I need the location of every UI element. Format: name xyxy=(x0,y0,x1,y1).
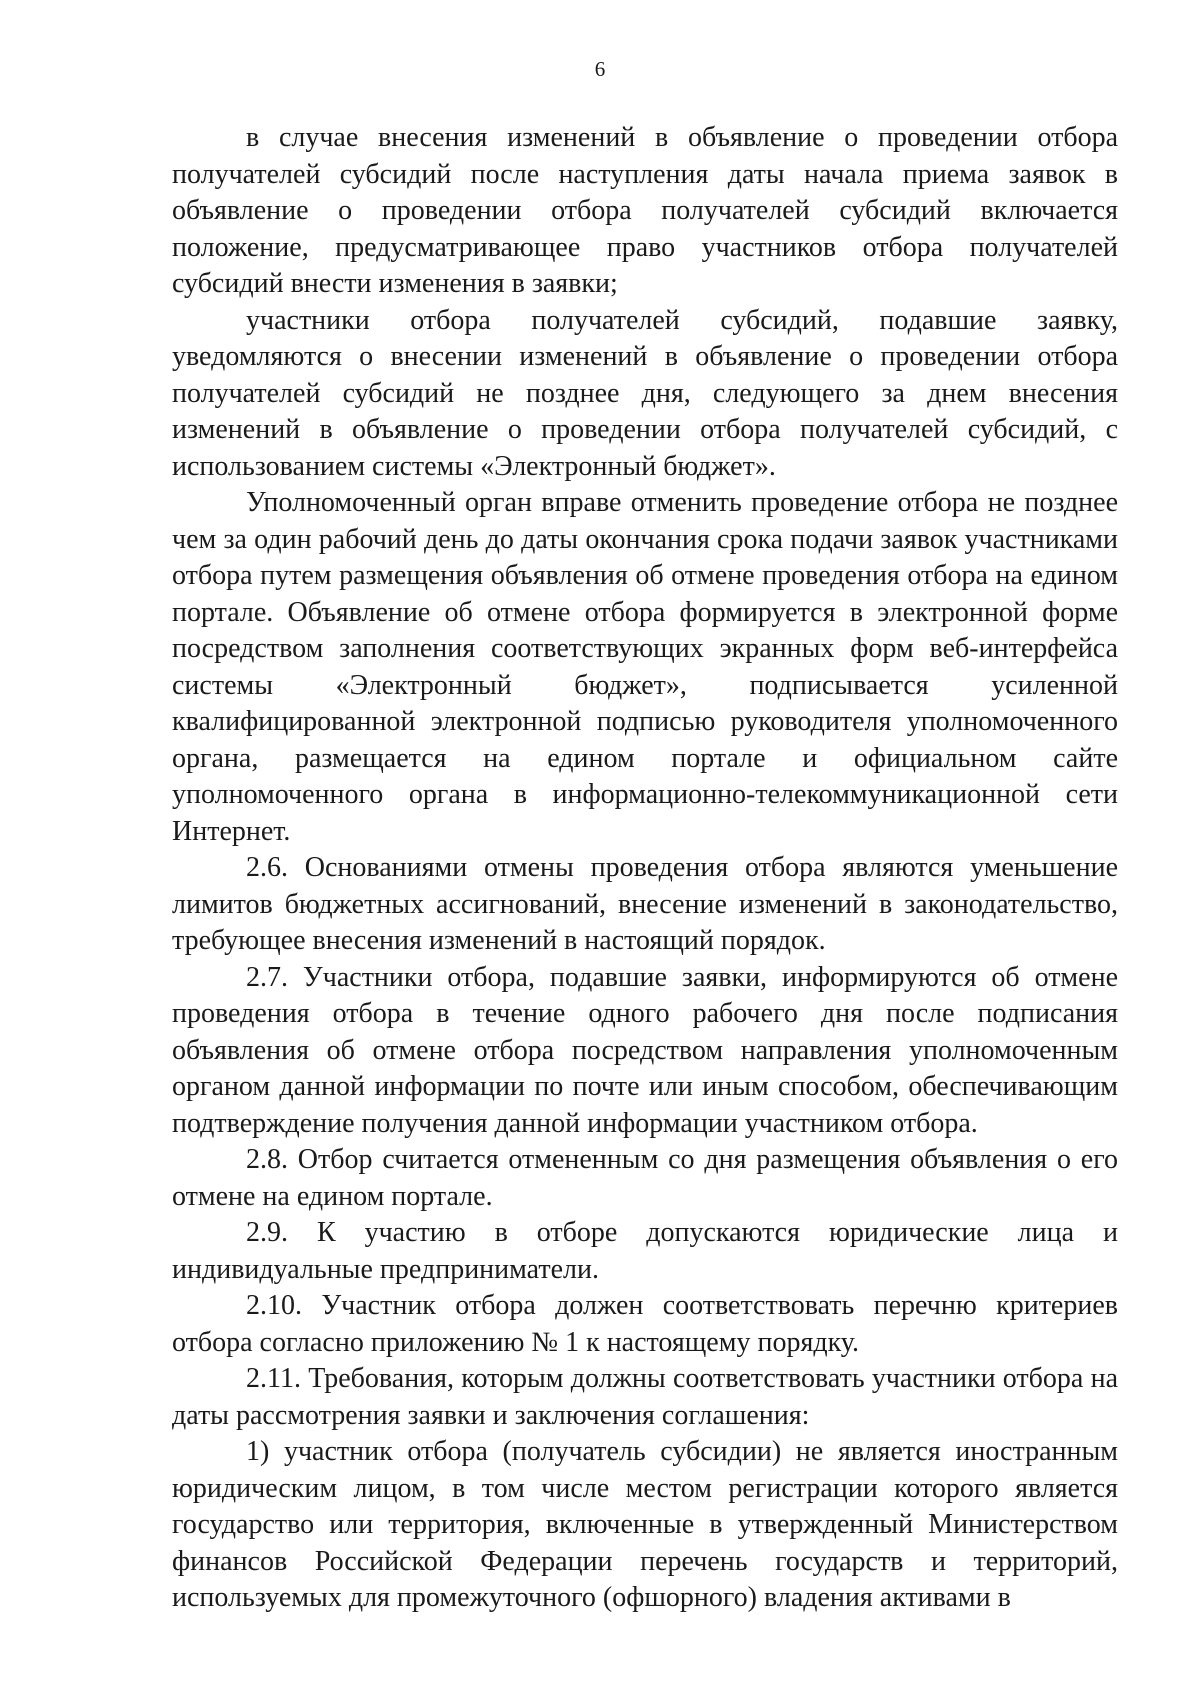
paragraph-requirement-1: 1) участник отбора (получатель субсидии) не является иностранным юридическим лицом, в том числе местом регистрации которого является государство или территория, включенные в утвержденный Министерством финансов Российской Федерации перечень государств и территорий, используемых для промежуточного (офшорного) владения активами в xyxy=(172,1436,1118,1613)
paragraph-2-6: 2.6. Основаниями отмены проведения отбора являются уменьшение лимитов бюджетных ассигнований, внесение изменений в законодательство, требующее внесения изменений в настоящий порядок. xyxy=(172,852,1118,956)
page-number: 6 xyxy=(594,57,606,81)
paragraph-2-10: 2.10. Участник отбора должен соответствовать перечню критериев отбора согласно приложению № 1 к настоящему порядку. xyxy=(172,1290,1118,1358)
paragraph-2-9: 2.9. К участию в отборе допускаются юридические лица и индивидуальные предприниматели. xyxy=(172,1217,1118,1285)
paragraph-selection-cancellation: Уполномоченный орган вправе отменить проведение отбора не позднее чем за один рабочий день до даты окончания срока подачи заявок участниками отбора путем размещения объявления об отмене проведения отбора на едином портале. Объявление об отмене отбора формируется в электронной форме посредством заполнения соответствующих экранных форм веб-интерфейса системы «Электронный бюджет», подписывается усиленной квалифицированной электронной подписью руководителя уполномоченного органа, размещается на едином портале и официальном сайте уполномоченного органа в информационно-телекоммуникационной сети Интернет. xyxy=(172,487,1118,847)
paragraph-participant-notification: участники отбора получателей субсидий, подавшие заявку, уведомляются о внесении изменений в объявление о проведении отбора получателей субсидий не позднее дня, следующего за днем внесения изменений в объявление о проведении отбора получателей субсидий, с использованием системы «Электронный бюджет». xyxy=(172,304,1118,482)
paragraph-amendment-rights: в случае внесения изменений в объявление о проведении отбора получателей субсидий после наступления даты начала приема заявок в объявление о проведении отбора получателей субсидий включается положение, предусматривающее право участников отбора получателей субсидий внести изменения в заявки; xyxy=(172,122,1118,299)
paragraph-2-8: 2.8. Отбор считается отмененным со дня размещения объявления о его отмене на едином портале. xyxy=(172,1144,1118,1212)
paragraph-2-7: 2.7. Участники отбора, подавшие заявки, информируются об отмене проведения отбора в течение одного рабочего дня после подписания объявления об отмене отбора посредством направления уполномоченным органом данной информации по почте или иным способом, обеспечивающим подтверждение получения данной информации участником отбора. xyxy=(172,961,1118,1139)
document-body xyxy=(172,120,1118,1617)
paragraph-2-11: 2.11. Требования, которым должны соответствовать участники отбора на даты рассмотрения заявки и заключения соглашения: xyxy=(172,1363,1118,1431)
